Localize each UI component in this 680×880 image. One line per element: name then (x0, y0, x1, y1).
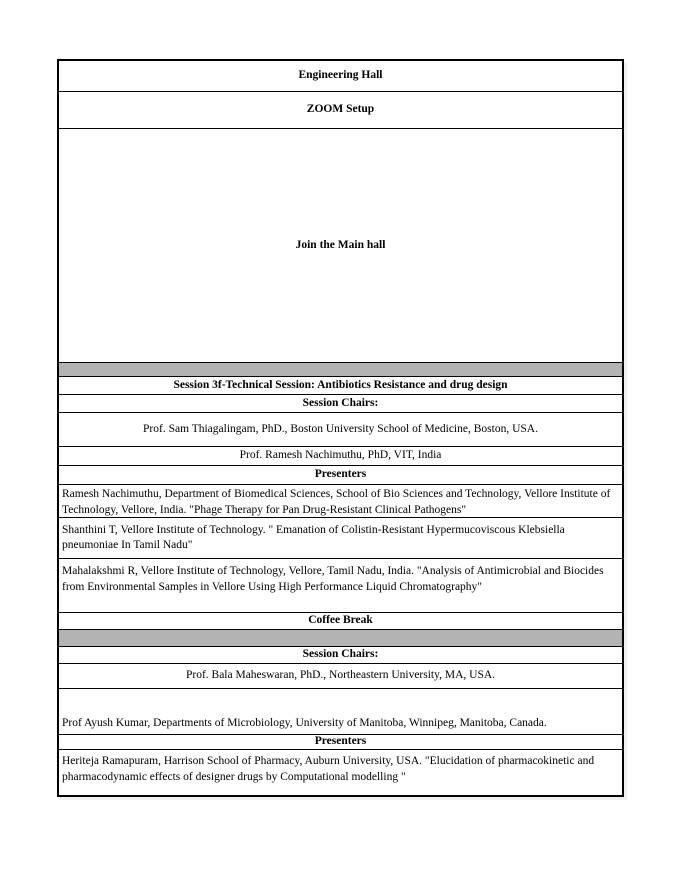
session1-presenter-3-text: Mahalakshmi R, Vellore Institute of Technology, Vellore, Tamil Nadu, India. "Analysis of Antimicrobial and Biocides from Environmental Samples in Vellore Using High Performance Liquid Chromatography" (62, 565, 604, 593)
venue-hall-row (59, 61, 622, 92)
session1-chair-2-row (59, 447, 622, 466)
zoom-setup-text: ZOOM Setup (306, 103, 375, 116)
session1-chair-1-row (59, 413, 622, 447)
session1-title-row (59, 377, 622, 395)
session1-chairs-label-text: Session Chairs: (302, 396, 379, 409)
session2-presenter-1-text: Heriteja Ramapuram, Harrison School of Pharmacy, Auburn University, USA. "Elucidation of pharmacokinetic and pharmacodynamic effects of designer drugs by Computational modelling " (62, 755, 595, 783)
session2-chair-2-row (59, 689, 622, 735)
session1-chairs-label-row (59, 395, 622, 413)
session1-presenter-2-row (59, 518, 622, 559)
join-main-hall-text: Join the Main hall (295, 238, 386, 251)
session2-chair-1-text: Prof. Bala Maheswaran, PhD., Northeastern University, MA, USA. (185, 669, 496, 682)
session2-presenters-label-text: Presenters (314, 735, 367, 748)
session1-presenters-label-text: Presenters (314, 468, 367, 481)
separator-bar-top (59, 363, 622, 377)
session-schedule-table (57, 59, 624, 797)
session1-title-text: Session 3f-Technical Session: Antibiotics Resistance and drug design (173, 378, 508, 391)
session2-chair-1-row (59, 664, 622, 689)
session2-chairs-label-text: Session Chairs: (302, 648, 379, 661)
session2-chairs-label-row (59, 647, 622, 664)
session2-presenters-label-row (59, 735, 622, 750)
session1-presenter-3-row (59, 559, 622, 613)
session1-chair-1-text: Prof. Sam Thiagalingam, PhD., Boston University School of Medicine, Boston, USA. (143, 422, 538, 435)
coffee-break-text: Coffee Break (308, 614, 373, 627)
separator-bar-bottom (59, 630, 622, 647)
session1-presenters-label-row (59, 466, 622, 485)
zoom-setup-row (59, 92, 622, 129)
venue-hall-text: Engineering Hall (298, 69, 383, 82)
session1-chair-2-text: Prof. Ramesh Nachimuthu, PhD, VIT, India (239, 449, 442, 462)
session2-chair-2-text: Prof Ayush Kumar, Departments of Microbiology, University of Manitoba, Winnipeg, Manitoba, Canada. (62, 716, 547, 729)
session2-presenter-1-row (59, 750, 622, 795)
session1-presenter-1-row (59, 485, 622, 518)
session1-presenter-1-text: Ramesh Nachimuthu, Department of Biomedical Sciences, School of Bio Sciences and Technology, Vellore Institute of Technology, Vellore, India. "Phage Therapy for Pan Drug-Resistant Clinical Pathogens" (62, 488, 611, 516)
session1-presenter-2-text: Shanthini T, Vellore Institute of Technology. " Emanation of Colistin-Resistant Hypermucoviscous Klebsiella pneumoniae In Tamil Nadu" (62, 523, 565, 551)
join-main-hall-row (59, 129, 622, 363)
coffee-break-row (59, 613, 622, 630)
